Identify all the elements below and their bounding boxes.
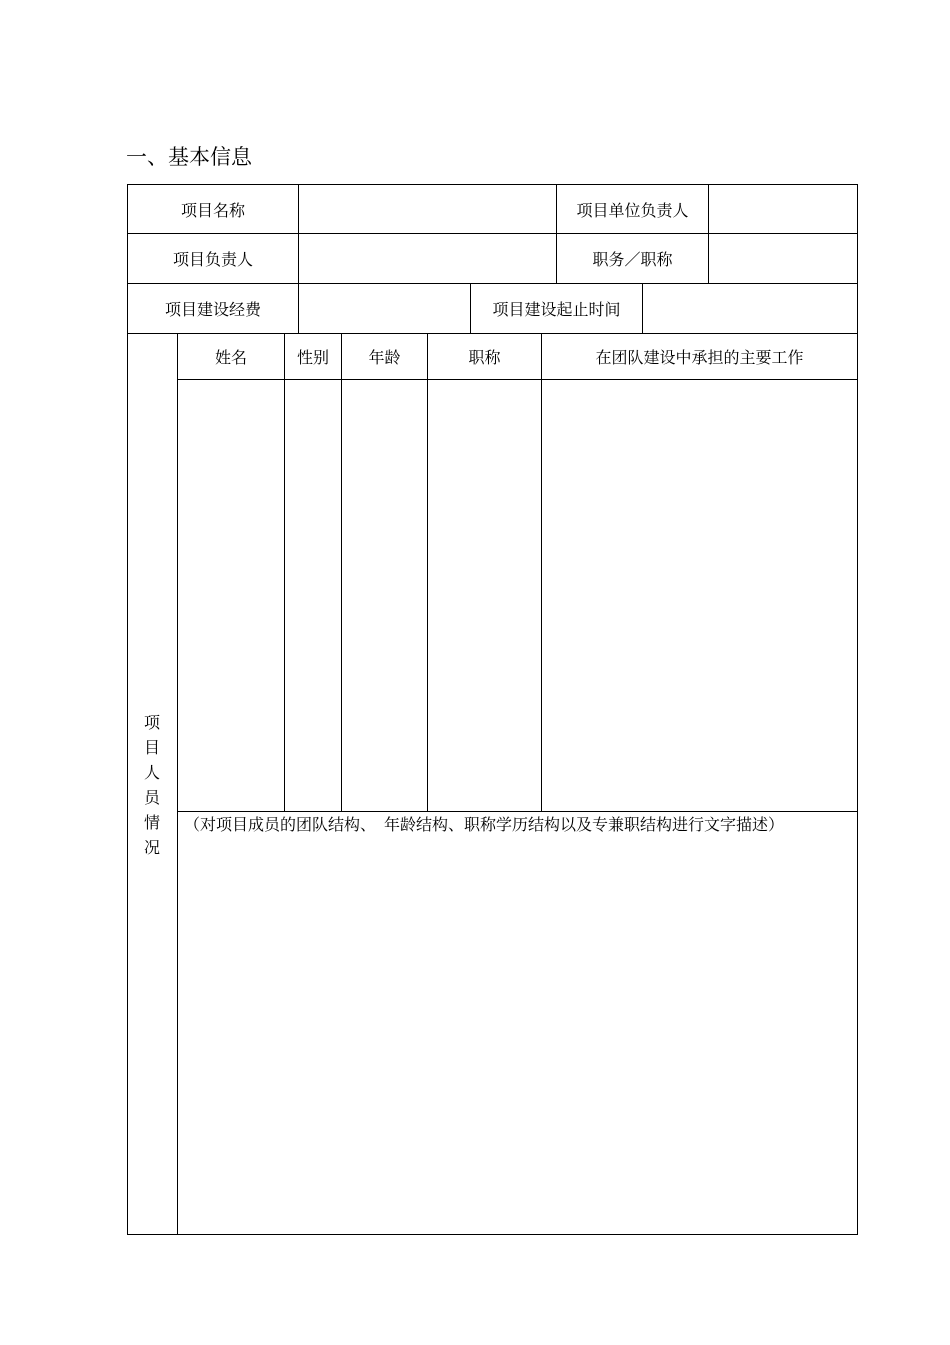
column-header-name: 姓名 <box>214 348 247 367</box>
period-field[interactable] <box>643 284 857 333</box>
column-header-gender: 性别 <box>296 348 329 367</box>
section-title: 一、基本信息 <box>126 145 252 169</box>
column-header-age: 年龄 <box>368 348 401 367</box>
project-name-field[interactable] <box>299 185 556 233</box>
personnel-section-label: 项 目 人 员 情 况 <box>143 713 160 857</box>
personnel-entry-area[interactable] <box>178 380 857 811</box>
column-header-title: 职称 <box>468 348 501 367</box>
project-name-label: 项目名称 <box>180 200 245 220</box>
team-structure-description[interactable]: （对项目成员的团队结构、 年龄结构、职称学历结构以及专兼职结构进行文字描述） <box>184 815 785 834</box>
period-label: 项目建设起止时间 <box>492 300 621 319</box>
column-header-main-work: 在团队建设中承担的主要工作 <box>595 348 804 367</box>
project-leader-label: 项目负责人 <box>172 250 253 269</box>
unit-leader-field[interactable] <box>709 185 857 233</box>
unit-leader-label: 项目单位负责人 <box>576 200 689 220</box>
project-leader-field[interactable] <box>299 234 556 283</box>
position-title-label: 职务／职称 <box>592 250 673 269</box>
funding-field[interactable] <box>299 284 470 333</box>
position-title-field[interactable] <box>709 234 857 283</box>
funding-label: 项目建设经费 <box>164 300 261 319</box>
